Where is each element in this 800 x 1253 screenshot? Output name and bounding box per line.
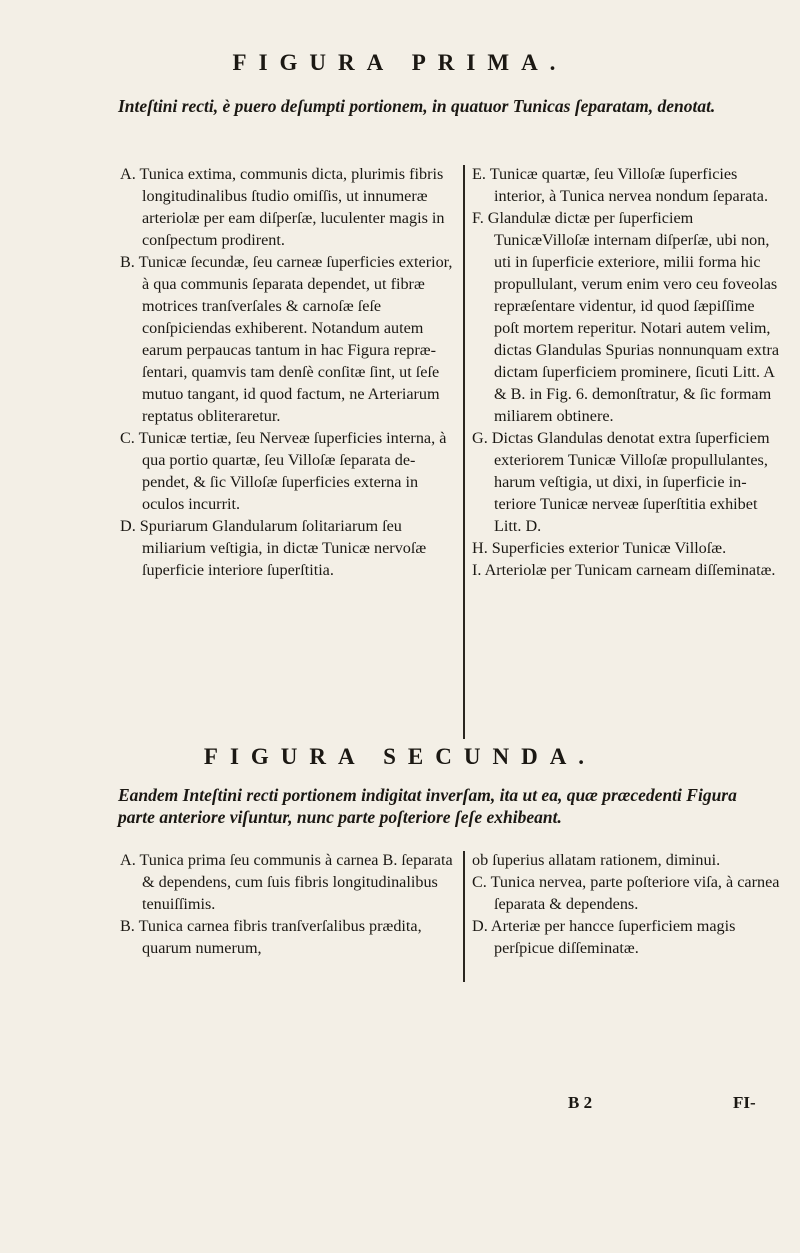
figure-prima-intro: Inteſtini recti, è puero deſumpti portionem, in quatuor Tunicas ſeparatam, denotat. (118, 96, 716, 116)
figure-prima-right-column (472, 163, 782, 581)
catchword: FI- (733, 1093, 756, 1112)
signature-mark: B 2 (568, 1093, 593, 1112)
legend-item-a: A. Tunica prima ſeu communis à carnea B. ſeparata & dependens, cum ſuis fibris longitudinalibus tenuiſſimis. (120, 851, 453, 913)
legend-item-f: F. Glandulæ dictæ per ſuperficiem TunicæVilloſæ internam diſperſæ, ubi non, uti in ſuperficie exteriore, milii forma hic propullulant, verum enim vero ceu foveolas repræſentare videntur, id quod ſæpiſſime poſt mortem reperitur. Notari autem velim, dictas Glandulas Spurias nonnunquam extra dictam ſuperficiem prominere, ſicuti Litt. A & B. in Fig. 6. demonſtratur, & ſic formam miliarem obtinere. (472, 209, 780, 425)
legend-item-b: B. Tunica carnea fibris tranſverſalibus prædita, quarum numerum, (120, 917, 422, 957)
legend-item-e: E. Tunicæ quartæ, ſeu Villoſæ ſuperficies interior, à Tunica nervea nondum ſeparata. (472, 165, 769, 205)
legend-item-i: I. Arteriolæ per Tunicam carneam diſſeminatæ. (472, 561, 776, 579)
figure-secunda-left-column (120, 849, 455, 959)
legend-item-c: C. Tunicæ tertiæ, ſeu Nerveæ ſuperficies interna, à qua portio quartæ, ſeu Villoſæ ſeparata dependet, & ſic Villoſæ ſuperficies externa in oculos incurrit. (120, 429, 447, 513)
figure-secunda-right-column (472, 849, 782, 959)
figure-secunda-intro: Eandem Inteſtini recti portionem indigitat inverſam, ita ut ea, quæ præcedenti Figura parte anteriore viſuntur, nunc parte poſteriore ſeſe exhibeant. (118, 785, 737, 827)
legend-item-g: G. Dictas Glandulas denotat extra ſuperficiem exteriorem Tunicæ Villoſæ propullulantes, harum veſtigia, ut dixi, in ſuperficie interiore Tunicæ nerveæ ſuperſtitia exhibet Litt. D. (472, 429, 770, 535)
legend-item-h: H. Superficies exterior Tunicæ Villoſæ. (472, 539, 727, 557)
column-divider (463, 851, 465, 982)
figure-secunda-title: FIGURA SECUNDA. (203, 744, 597, 769)
legend-item-d: D. Spuriarum Glandularum ſolitariarum ſeu miliarium veſtigia, in dictæ Tunicæ nervoſæ ſuperficie interiore ſuperſtitia. (120, 517, 427, 579)
legend-item-c: C. Tunica nervea, parte poſteriore viſa, à carnea ſeparata & dependens. (472, 873, 780, 913)
figure-prima-title: FIGURA PRIMA. (232, 50, 568, 75)
figure-prima-left-column (120, 163, 455, 581)
legend-item-a: A. Tunica extima, communis dicta, plurimis fibris longitudinalibus ſtudio omiſſis, ut innumeræ arteriolæ per eam diſperſæ, luculenter magis in conſpectum prodirent. (120, 165, 445, 249)
legend-item-b: B. Tunicæ ſecundæ, ſeu carneæ ſuperficies exterior, à qua communis ſeparata dependet, ut fibræ motrices tranſverſales & carnoſæ ſeſe conſpiciendas exhiberent. Notandum autem earum perpaucas tantum in hac Figura repræſentari, quamvis tam denſè conſitæ ſint, ut ſeſe mutuo tangant, id quod factum, ne Arteriarum reptatus obliteraretur. (120, 253, 453, 425)
legend-item-d: D. Arteriæ per hancce ſuperficiem magis perſpicue diſſeminatæ. (472, 917, 736, 957)
column-divider (463, 165, 465, 739)
legend-item-b-continued: ob ſuperius allatam rationem, diminui. (472, 851, 721, 869)
